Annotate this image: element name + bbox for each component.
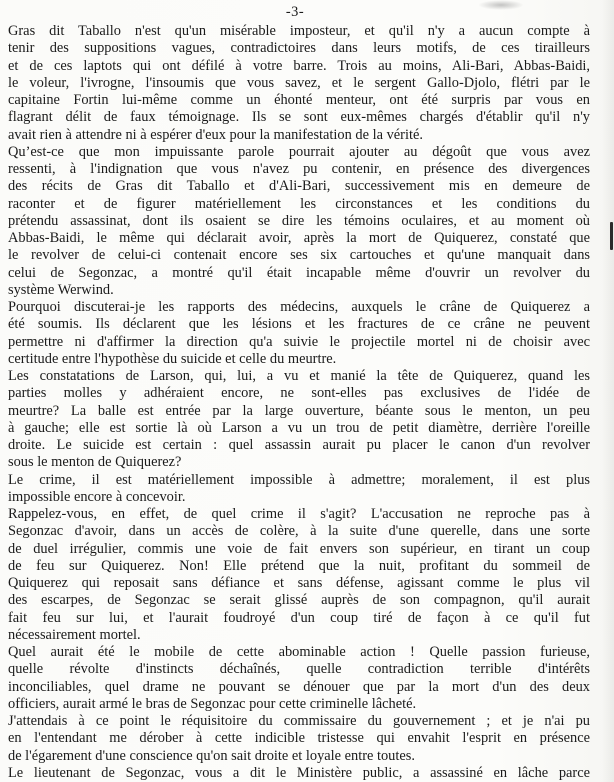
text-line: tenir des suppositions vagues, contradictoires dans leurs motifs, de ces tirailleurs	[8, 40, 590, 57]
text-line: inconciliables, quel drame ne pouvant se dénouer que par la mort d'un des deux	[8, 678, 590, 695]
text-line: quelle révolte d'instincts déchaînés, quelle contradiction terrible d'intérêts	[8, 661, 590, 678]
text-line: capitaine Fortin lui-même comme un éhonté menteur, ont été surpris par vous en	[8, 92, 590, 108]
text-line: le voleur, l'ivrogne, l'insoumis que vous savez, et le sergent Gallo-Djolo, flétri par le	[8, 74, 590, 91]
text-line: ressenti, à l'indignation que vous n'avez pu contenir, en présence des divergences	[8, 161, 590, 177]
text-line: de feu sur Quiquerez. Non! Elle prétend que la nuit, profitant du sommeil de	[8, 557, 590, 574]
text-line: flagrant délit de faux témoignage. Ils se sont eux-mêmes chargés d'établir qu'il n'y	[8, 109, 590, 126]
text-line: Le lieutenant de Segonzac, vous a dit le Ministère public, a assassiné en lâche parce	[8, 764, 590, 781]
text-line: Le crime, il est matériellement impossible à admettre; moralement, il est plus	[8, 471, 590, 488]
page-text	[8, 23, 590, 782]
page-edge-shading	[602, 0, 614, 782]
text-line: meurtre? La balle est entrée par la large ouverture, béante sous le menton, un peu	[8, 402, 590, 419]
text-line: sous le menton de Quiquerez?	[8, 454, 182, 471]
text-line: permettre ni d'affirmer la direction qu'a suivie le projectile mortel ni de choisir avec	[8, 333, 590, 350]
text-line: officiers, aurait armé le bras de Segonzac pour cette criminelle lâcheté.	[8, 695, 417, 712]
text-line: J'attendais à ce point le réquisitoire du commissaire du gouvernement ; et je n'ai pu	[8, 713, 590, 729]
text-line: été soumis. Ils déclarent que les lésions et les fractures de ce crâne ne peuvent	[8, 316, 590, 333]
text-line: Segonzac d'avoir, dans un accès de colère, à la suite d'une querelle, dans une sorte	[8, 523, 590, 540]
text-line: parties molles y adhéraient encore, ne sont-elles pas exclusives de l'idée de	[8, 385, 590, 402]
text-line: impossible encore à concevoir.	[8, 488, 186, 505]
text-line: prétendu assassinat, dont ils osaient se dire les témoins oculaires, et au moment où	[8, 212, 590, 229]
text-line: avait rien à attendre ni à espérer d'eux pour la manifestation de la vérité.	[8, 126, 423, 143]
text-line: à gauche; elle est sortie là où Larson a vu un trou de petit diamètre, derrière l'oreille	[8, 419, 590, 436]
text-line: celui de Segonzac, a montré qu'il était incapable même d'ouvrir un revolver du	[8, 264, 590, 281]
text-line: système Werwind.	[8, 281, 114, 298]
text-line: et de ces laptots qui ont défilé à votre barre. Trois au moins, Ali-Bari, Abbas-Baidi,	[8, 57, 590, 74]
text-line: de duel irrégulier, commis une voie de fait envers son supérieur, en tirant un coup	[8, 540, 590, 557]
text-line: Pourquoi discuterai-je les rapports des médecins, auxquels le crâne de Quiquerez a	[8, 299, 590, 315]
text-line: Gras dit Taballo n'est qu'un misérable imposteur, et qu'il n'y a aucun compte à	[8, 23, 590, 39]
text-line: des récits de Gras dit Taballo et d'Ali-Bari, successivement mis en demeure de	[8, 178, 590, 195]
text-line: certitude entre l'hypothèse du suicide et celle du meurtre.	[8, 350, 337, 367]
page-number: -3-	[285, 4, 305, 20]
text-line: en l'entendant me dérober à cette indicible tristesse qui envahit l'esprit en présence	[8, 730, 590, 747]
text-line: Qu’est-ce que mon impuissante parole pourrait ajouter au dégoût que vous avez	[8, 143, 590, 160]
text-line: Quel aurait été le mobile de cette abominable action ! Quelle passion furieuse,	[8, 644, 590, 660]
text-line: Les constatations de Larson, qui, lui, a vu et manié la tête de Quiquerez, quand les	[8, 368, 590, 384]
text-line: Quiquerez qui reposait sans défiance et sans défense, agissant comme le plus vil	[8, 575, 590, 591]
text-line: Rappelez-vous, en effet, de quel crime il s'agit? L'accusation ne reproche pas à	[8, 506, 590, 522]
text-line: raconter et de figurer matériellement les circonstances et les conditions du	[8, 195, 590, 212]
text-line: fait feu sur lui, et l'aurait foudroyé d'un coup tiré de façon à ce qu'il fut	[8, 609, 590, 626]
text-line: le revolver de celui-ci contenait encore ses six cartouches et qu'une manquait dans	[8, 247, 590, 264]
text-line: de l'égarement d'une conscience qu'on sait droite et loyale entre toutes.	[8, 747, 415, 764]
text-line: des escarpes, de Segonzac se serait glissé auprès de son compagnon, qu'il aurait	[8, 592, 590, 609]
text-line: Abbas-Baidi, le même qui déclarait avoir, après la mort de Quiquerez, constaté que	[8, 230, 590, 246]
text-line: nécessairement mortel.	[8, 626, 141, 643]
text-line: droite. Le suicide est certain : quel assassin aurait pu placer le canon d'un revolver	[8, 437, 590, 453]
scan-edge-artifact	[610, 222, 613, 250]
